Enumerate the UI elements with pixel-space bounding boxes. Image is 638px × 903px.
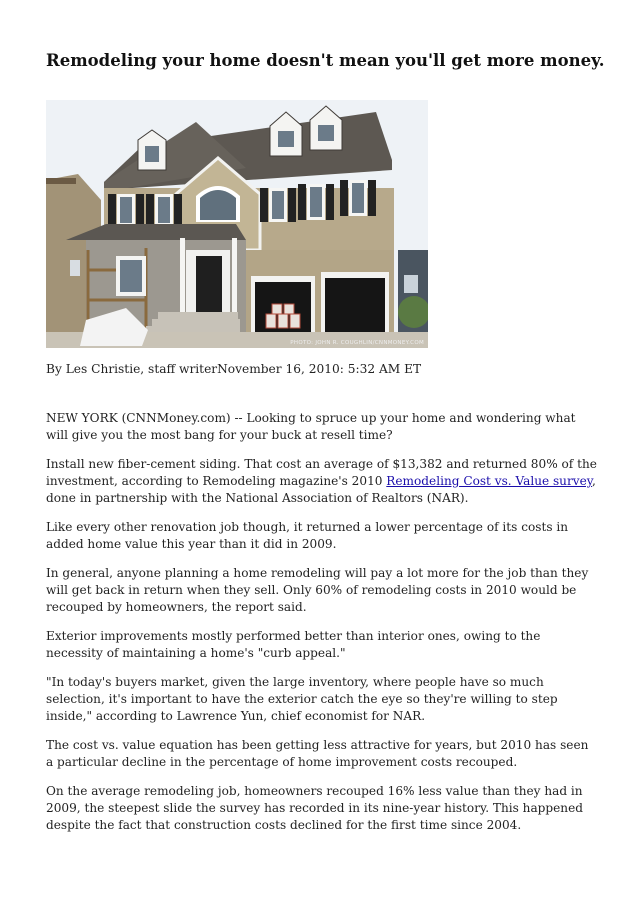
paragraph: The cost vs. value equation has been getting less attractive for years, but 2010 has seen a particular decline in the percentage of home improvement costs recouped.	[46, 738, 589, 769]
paragraph: NEW YORK (CNNMoney.com) -- Looking to spruce up your home and wondering what will give you the most bang for your buck at resell time?	[46, 411, 576, 442]
paragraph: In general, anyone planning a home remodeling will pay a lot more for the job than they will get back in return when they sell. Only 60% of remodeling costs in 2010 would be recouped by homeowners, the report said.	[46, 566, 589, 614]
house-photo	[46, 100, 428, 348]
paragraph: Exterior improvements mostly performed better than interior ones, owing to the necessity of maintaining a home's "curb appeal."	[46, 629, 541, 660]
paragraph-text: Install new fiber-cement siding. That cost an average of $13,382 and returned 80% of the investment, according to Remodeling magazine's 2010	[46, 457, 597, 488]
photo-credit: PHOTO: JOHN R. COUGHLIN/CNNMONEY.COM	[290, 340, 424, 346]
article-title: Remodeling your home doesn't mean you'll get more money.	[46, 51, 605, 70]
paragraph: Like every other renovation job though, it returned a lower percentage of its costs in added home value this year than it did in 2009.	[46, 520, 569, 551]
paragraph: "In today's buyers market, given the large inventory, where people have so much selection, it's important to have the exterior catch the eye so they're willing to step inside," according to Lawrence Yun, chief economist for NAR.	[46, 675, 558, 723]
survey-link[interactable]: Remodeling Cost vs. Value survey	[386, 474, 592, 488]
paragraph: On the average remodeling job, homeowners recouped 16% less value than they had in 2009, the steepest slide the survey has recorded in its nine-year history. This happened despite the fact that construction costs declined for the first time since 2004.	[46, 784, 583, 832]
byline: By Les Christie, staff writerNovember 16, 2010: 5:32 AM ET	[46, 362, 422, 376]
article-body	[46, 410, 598, 846]
paragraph-text: , done in partnership with the National Association of Realtors (NAR).	[46, 474, 596, 505]
house-illustration	[46, 100, 428, 348]
paragraph	[46, 456, 598, 507]
